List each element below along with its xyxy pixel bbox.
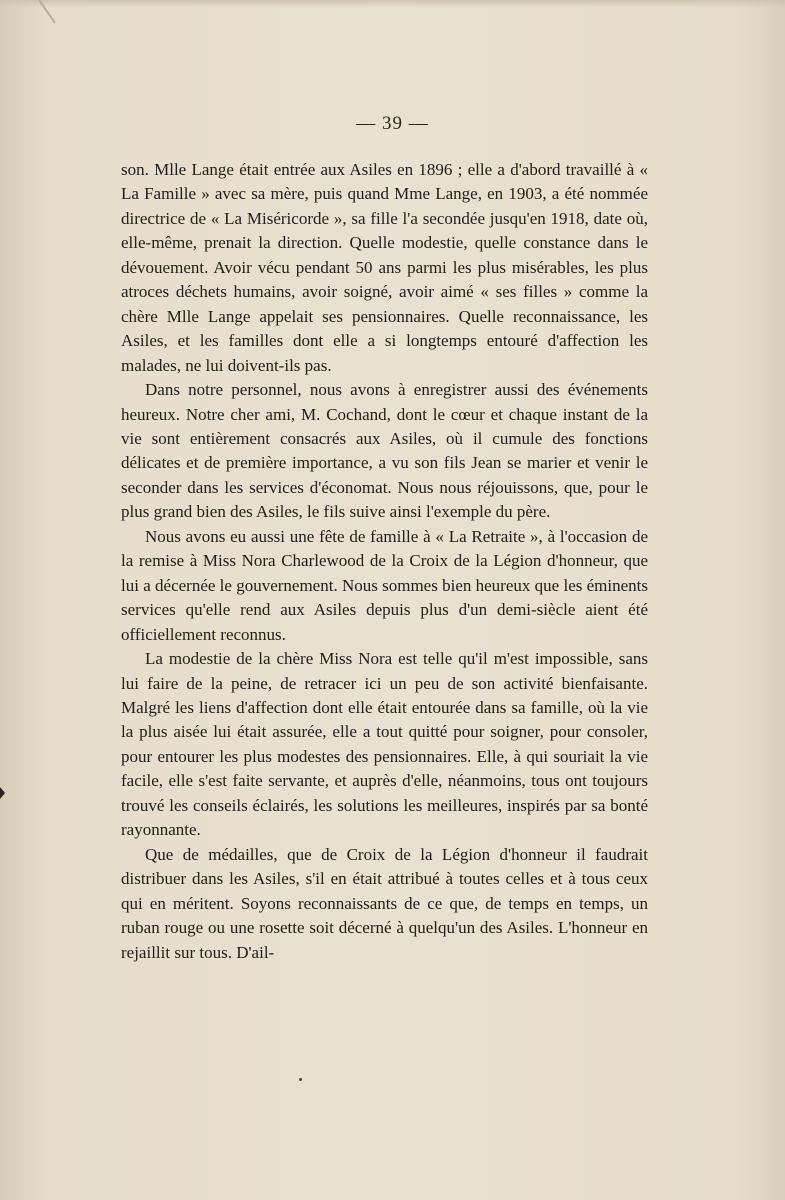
binding-mark [0,787,5,799]
paragraph-1: son. Mlle Lange était entrée aux Asiles en 1896 ; elle a d'abord travaillé à « La Famille » avec sa mère, puis quand Mme Lange, en 1903, a été nommée directrice de « La Miséricorde », sa fille l'a secondée jusqu'en 1918, date où, elle-même, prenait la direction. Quelle modestie, quelle constance dans le dévouement. Avoir vécu pendant 50 ans parmi les plus misérables, les plus atroces déchets humains, avoir soigné, avoir aimé « ses filles » comme la chère Mlle Lange appelait ses pensionnaires. Quelle reconnaissance, les Asiles, et les familles dont elle a si longtemps entouré d'affection les malades, ne lui doivent-ils pas. [121,160,648,375]
page-top-shadow [0,0,785,8]
ink-speck [299,1078,302,1081]
paragraph-4: La modestie de la chère Miss Nora est telle qu'il m'est impossible, sans lui faire de la peine, de retracer ici un peu de son activité bienfaisante. Malgré les liens d'affection dont elle était entourée dans sa famille, où la vie la plus aisée lui était assurée, elle a tout quitté pour soigner, pour consoler, pour entourer les plus modestes des pensionnaires. Elle, à qui souriait la vie facile, elle s'est faite servante, et auprès d'elle, néanmoins, tous ont toujours trouvé les conseils éclairés, les solutions les meilleures, inspirés par sa bonté rayonnante. [121,649,648,840]
paragraph-5: Que de médailles, que de Croix de la Légion d'honneur il faudrait distribuer dans les Asiles, s'il en était attribué à toutes celles et à tous ceux qui en méritent. Soyons reconnaissants de ce que, de temps en temps, un ruban rouge ou une rosette soit décerné à quelqu'un des Asiles. L'honneur en rejaillit sur tous. D'ail- [121,844,648,962]
paragraph-3: Nous avons eu aussi une fête de famille à « La Retraite », à l'occasion de la remise à Miss Nora Charlewood de la Croix de la Légion d'honneur, que lui a décernée le gouvernement. Nous sommes bien heureux que les éminents services qu'elle rend aux Asiles depuis plus d'un demi-siècle aient été officiellement reconnus. [121,526,648,644]
body-text [121,158,648,965]
page-number: — 39 — [356,113,429,134]
paragraph-2: Dans notre personnel, nous avons à enregistrer aussi des événements heureux. Notre cher ami, M. Cochand, dont le cœur et chaque instant de la vie sont entièrement consacrés aux Asiles, où il cumule des fonctions délicates et de première importance, a vu son fils Jean se marier et venir le seconder dans les services d'économat. Nous nous réjouissons, que, pour le plus grand bien des Asiles, le fils suive ainsi l'exemple du père. [121,380,648,522]
